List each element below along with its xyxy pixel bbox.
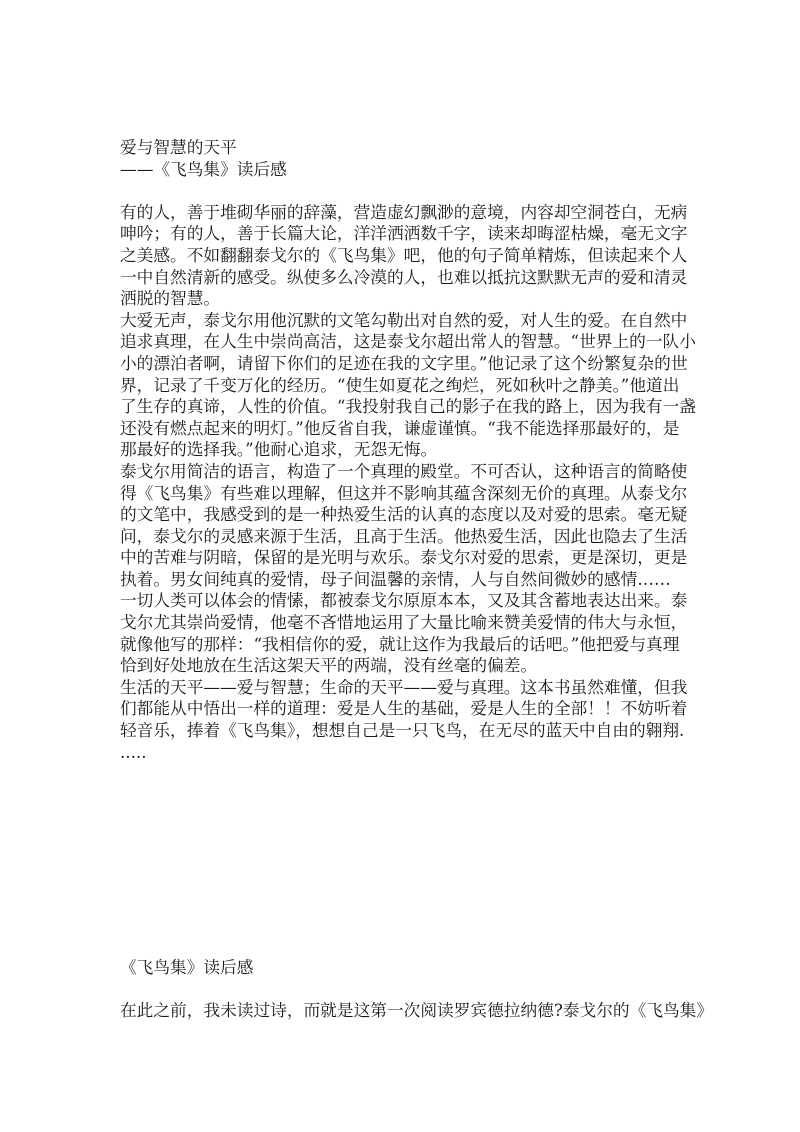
body-line: 那最好的选择我。”他耐心追求，无怨无悔。 <box>120 439 438 460</box>
body-line: 生活的天平——爱与智慧；生命的天平——爱与真理。这本书虽然难懂，但我 <box>120 676 688 697</box>
body-line: 在此之前，我未读过诗，而就是这第一次阅读罗宾德拉纳德?泰戈尔的《飞鸟集》 <box>120 1000 714 1021</box>
body-line: 问，泰戈尔的灵感来源于生活，且高于生活。他热爱生活，因此也隐去了生活 <box>120 525 688 546</box>
body-line: 小的漂泊者啊，请留下你们的足迹在我的文字里。”他记录了这个纷繁复杂的世 <box>120 352 688 373</box>
spacer <box>120 180 685 202</box>
body-line: 洒脱的智慧。 <box>120 288 221 309</box>
body-line: 一中自然清新的感受。纵使多么冷漠的人，也难以抵抗这默默无声的爱和清灵 <box>120 266 688 287</box>
body-line: 的文笔中，我感受到的是一种热爱生活的认真的态度以及对爱的思索。毫无疑 <box>120 504 688 525</box>
article-title: 爱与智慧的天平 <box>120 137 237 157</box>
body-line: 追求真理，在人生中崇尚高洁，这是泰戈尔超出常人的智慧。“世界上的一队小 <box>120 331 696 352</box>
body-line: 呻吟；有的人，善于长篇大论，洋洋洒洒数千字，读来却晦涩枯燥，毫无文字 <box>120 223 688 244</box>
body-line: 们都能从中悟出一样的道理：爱是人生的基础，爱是人生的全部！！不妨听着 <box>120 698 688 719</box>
article-2 <box>120 957 714 1022</box>
body-line: 恰到好处地放在生活这架天平的两端，没有丝毫的偏差。 <box>120 655 538 676</box>
body-line: 界，记录了千变万化的经历。“使生如夏花之绚烂，死如秋叶之静美。”他道出 <box>120 374 680 395</box>
body-line: 轻音乐，捧着《飞鸟集》，想想自己是一只飞鸟，在无尽的蓝天中自由的翱翔. <box>120 720 685 741</box>
spacer <box>120 979 700 1001</box>
article-1 <box>120 137 696 763</box>
body-line: 大爱无声，泰戈尔用他沉默的文笔勾勒出对自然的爱，对人生的爱。在自然中 <box>120 309 688 330</box>
body-line: 还没有燃点起来的明灯。”他反省自我，谦虚谨慎。“我不能选择那最好的，是 <box>120 417 680 438</box>
body-line: 中的苦难与阴暗，保留的是光明与欢乐。泰戈尔对爱的思索，更是深切，更是 <box>120 547 688 568</box>
body-line: 执着。男女间纯真的爱情，母子间温馨的亲情，人与自然间微妙的感情…… <box>120 568 671 589</box>
article-subtitle: ——《飞鸟集》读后感 <box>120 158 287 179</box>
body-line: 一切人类可以体会的情愫，都被泰戈尔原原本本，又及其含蓄地表达出来。泰 <box>120 590 688 611</box>
body-line: ..... <box>120 741 147 762</box>
body-line: 有的人，善于堆砌华丽的辞藻，营造虚幻飘渺的意境，内容却空洞苍白，无病 <box>120 201 688 222</box>
body-line: 了生存的真谛，人性的价值。“我投射我自己的影子在我的路上，因为我有一盏 <box>120 396 696 417</box>
body-line: 就像他写的那样：“我相信你的爱，就让这作为我最后的话吧。”他把爱与真理 <box>120 633 680 654</box>
body-line: 之美感。不如翻翻泰戈尔的《飞鸟集》吧，他的句子简单精炼，但读起来个人 <box>120 244 688 265</box>
article-title: 《飞鸟集》读后感 <box>120 957 254 977</box>
article-body <box>120 201 696 763</box>
body-line: 泰戈尔用简洁的语言，构造了一个真理的殿堂。不可否认，这种语言的简略使 <box>120 460 688 481</box>
body-line: 得《飞鸟集》有些难以理解，但这并不影响其蕴含深刻无价的真理。从泰戈尔 <box>120 482 688 503</box>
body-line: 戈尔尤其崇尚爱情，他毫不吝惜地运用了大量比喻来赞美爱情的伟大与永恒， <box>120 612 688 633</box>
